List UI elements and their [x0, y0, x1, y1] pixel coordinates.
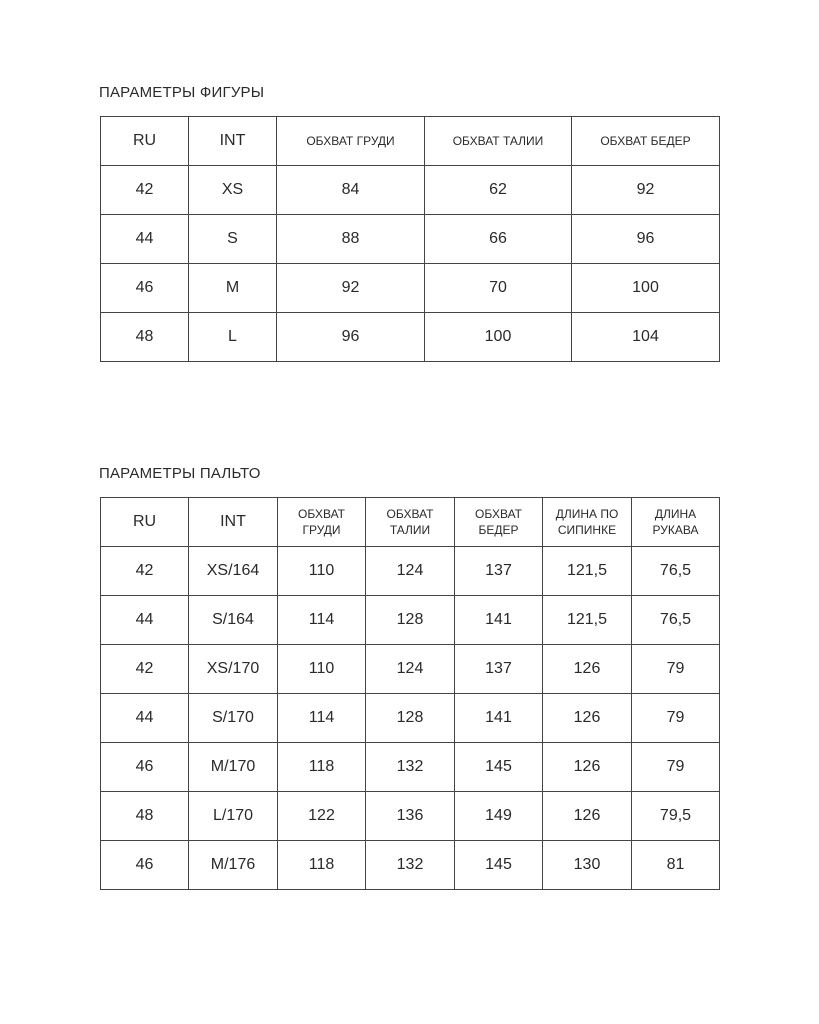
- table-cell: 79: [632, 694, 720, 743]
- column-header-line: РУКАВА: [652, 523, 699, 537]
- table-cell: 145: [455, 743, 543, 792]
- table-cell: 46: [101, 264, 189, 313]
- table-cell: 42: [101, 547, 189, 596]
- column-header-line: ОБХВАТ: [298, 507, 345, 521]
- table-cell: 44: [101, 596, 189, 645]
- table-cell: 124: [366, 547, 455, 596]
- table-cell: 79: [632, 743, 720, 792]
- table-cell: 149: [455, 792, 543, 841]
- table-row: [101, 264, 720, 313]
- table-cell: 100: [425, 313, 572, 362]
- table-cell: 66: [425, 215, 572, 264]
- table-cell: 126: [543, 645, 632, 694]
- table-cell: 128: [366, 596, 455, 645]
- table-cell: S: [189, 215, 277, 264]
- table-cell: S/164: [189, 596, 278, 645]
- table-cell: 141: [455, 596, 543, 645]
- table-cell: 114: [278, 694, 366, 743]
- coat-params-table: [100, 497, 720, 890]
- table-cell: 70: [425, 264, 572, 313]
- column-header-hips: [455, 498, 543, 547]
- table-cell: 79,5: [632, 792, 720, 841]
- table-cell: 96: [277, 313, 425, 362]
- column-header-line: ДЛИНА ПО: [555, 507, 619, 521]
- table-row: [101, 841, 720, 890]
- table-cell: 136: [366, 792, 455, 841]
- table-row: [101, 313, 720, 362]
- table-cell: 110: [278, 547, 366, 596]
- figure-params-table: [100, 116, 720, 362]
- table-cell: 126: [543, 694, 632, 743]
- table-cell: M: [189, 264, 277, 313]
- column-header-ru: [101, 498, 189, 547]
- column-header-line: INT: [220, 513, 246, 530]
- table-cell: 126: [543, 792, 632, 841]
- column-header-line: ГРУДИ: [302, 523, 341, 537]
- table-cell: XS/164: [189, 547, 278, 596]
- table-cell: 79: [632, 645, 720, 694]
- table-cell: 137: [455, 645, 543, 694]
- table-cell: 76,5: [632, 596, 720, 645]
- table-cell: 122: [278, 792, 366, 841]
- table-cell: 100: [572, 264, 720, 313]
- table-row: [101, 215, 720, 264]
- table-row: [101, 645, 720, 694]
- table-cell: 44: [101, 215, 189, 264]
- table-cell: 145: [455, 841, 543, 890]
- table-cell: 126: [543, 743, 632, 792]
- table-cell: 46: [101, 841, 189, 890]
- table-row: [101, 792, 720, 841]
- column-header-chest: [278, 498, 366, 547]
- table-cell: 42: [101, 166, 189, 215]
- table-cell: 44: [101, 694, 189, 743]
- table-row: [101, 166, 720, 215]
- table-header-row: [101, 498, 720, 547]
- column-header-line: ДЛИНА: [654, 507, 697, 521]
- column-header-line: ОБХВАТ: [475, 507, 522, 521]
- figure-params-title: ПАРАМЕТРЫ ФИГУРЫ: [99, 84, 265, 101]
- table-cell: 132: [366, 743, 455, 792]
- table-cell: 130: [543, 841, 632, 890]
- column-header-line: ТАЛИИ: [389, 523, 431, 537]
- table-cell: 124: [366, 645, 455, 694]
- table-cell: M/170: [189, 743, 278, 792]
- table-cell: L/170: [189, 792, 278, 841]
- table-cell: S/170: [189, 694, 278, 743]
- column-header-int: [189, 498, 278, 547]
- column-header-hips: ОБХВАТ БЕДЕР: [572, 117, 720, 166]
- table-row: [101, 547, 720, 596]
- column-header-int: INT: [189, 117, 277, 166]
- column-header-line: СИПИНКЕ: [557, 523, 617, 537]
- table-cell: 42: [101, 645, 189, 694]
- table-header-row: [101, 117, 720, 166]
- table-cell: 121,5: [543, 547, 632, 596]
- table-row: [101, 694, 720, 743]
- table-cell: 110: [278, 645, 366, 694]
- table-cell: 141: [455, 694, 543, 743]
- table-row: [101, 743, 720, 792]
- table-cell: 121,5: [543, 596, 632, 645]
- coat-params-title: ПАРАМЕТРЫ ПАЛЬТО: [99, 465, 261, 482]
- table-cell: 96: [572, 215, 720, 264]
- column-header-line: БЕДЕР: [478, 523, 519, 537]
- column-header-waist: [366, 498, 455, 547]
- table-cell: 92: [277, 264, 425, 313]
- column-header-line: ОБХВАТ: [386, 507, 434, 521]
- table-cell: 48: [101, 792, 189, 841]
- table-cell: 137: [455, 547, 543, 596]
- table-cell: 88: [277, 215, 425, 264]
- table-cell: 118: [278, 841, 366, 890]
- table-cell: 128: [366, 694, 455, 743]
- table-cell: XS/170: [189, 645, 278, 694]
- column-header-back-length: [543, 498, 632, 547]
- table-cell: 46: [101, 743, 189, 792]
- table-cell: 62: [425, 166, 572, 215]
- table-cell: L: [189, 313, 277, 362]
- column-header-ru: RU: [101, 117, 189, 166]
- table-cell: 48: [101, 313, 189, 362]
- table-cell: XS: [189, 166, 277, 215]
- table-cell: 84: [277, 166, 425, 215]
- column-header-line: RU: [132, 513, 157, 530]
- column-header-chest: ОБХВАТ ГРУДИ: [277, 117, 425, 166]
- table-cell: M/176: [189, 841, 278, 890]
- table-cell: 81: [632, 841, 720, 890]
- table-row: [101, 596, 720, 645]
- table-cell: 76,5: [632, 547, 720, 596]
- table-cell: 104: [572, 313, 720, 362]
- table-cell: 118: [278, 743, 366, 792]
- table-cell: 132: [366, 841, 455, 890]
- column-header-sleeve-length: [632, 498, 720, 547]
- table-cell: 92: [572, 166, 720, 215]
- column-header-waist: ОБХВАТ ТАЛИИ: [425, 117, 572, 166]
- table-cell: 114: [278, 596, 366, 645]
